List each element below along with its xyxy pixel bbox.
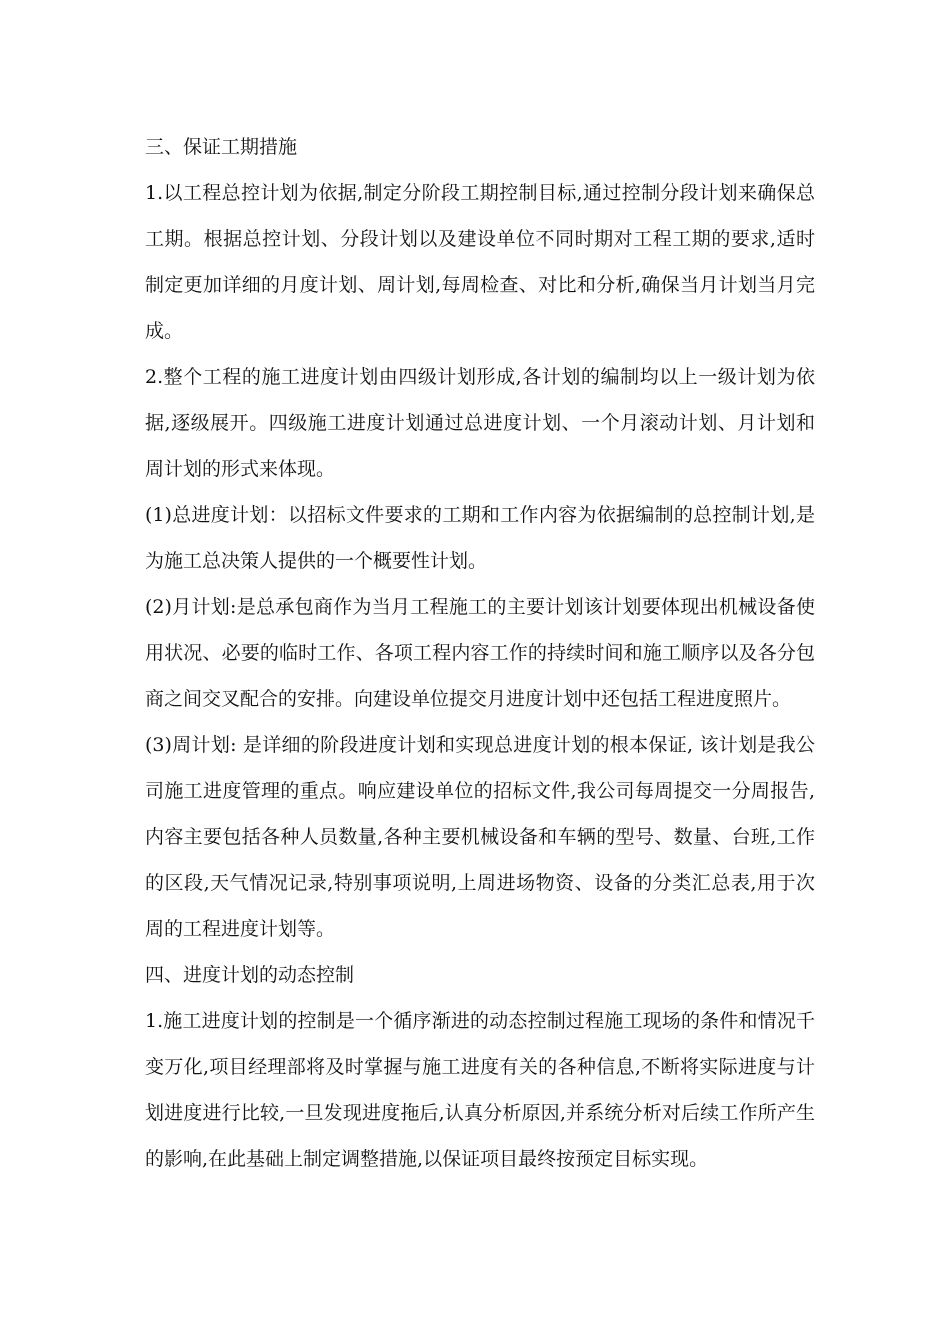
paragraph-weekly-plan: (3)周计划: 是详细的阶段进度计划和实现总进度计划的根本保证, 该计划是我公司施工进度管理的重点。响应建设单位的招标文件,我公司每周提交一分周报告,内容主要包括各种人员数量,各种主要机械设备和车辆的型号、数量、台班,工作的区段,天气情况记录,特别事项说明,上周进场物资、设备的分类汇总表,用于次周的工程进度计划等。	[145, 734, 815, 940]
paragraph-monthly-plan: (2)月计划:是总承包商作为当月工程施工的主要计划该计划要体现出机械设备使用状况、必要的临时工作、各项工程内容工作的持续时间和施工顺序以及各分包商之间交叉配合的安排。向建设单位提交月进度计划中还包括工程进度照片。	[145, 596, 815, 710]
document-body	[145, 124, 815, 1182]
paragraph-2: 2.整个工程的施工进度计划由四级计划形成,各计划的编制均以上一级计划为依据,逐级展开。四级施工进度计划通过总进度计划、一个月滚动计划、月计划和周计划的形式来体现。	[145, 366, 815, 480]
section-heading-3: 三、保证工期措施	[145, 136, 298, 158]
paragraph-master-schedule: (1)总进度计划：以招标文件要求的工期和工作内容为依据编制的总控制计划,是为施工总决策人提供的一个概要性计划。	[145, 504, 815, 572]
section-heading-4: 四、进度计划的动态控制	[145, 964, 355, 986]
paragraph-dynamic-control: 1.施工进度计划的控制是一个循序渐进的动态控制过程施工现场的条件和情况千变万化,项目经理部将及时掌握与施工进度有关的各种信息,不断将实际进度与计划进度进行比较,一旦发现进度拖后,认真分析原因,并系统分析对后续工作所产生的影响,在此基础上制定调整措施,以保证项目最终按预定目标实现。	[145, 1010, 815, 1170]
paragraph-1: 1.以工程总控计划为依据,制定分阶段工期控制目标,通过控制分段计划来确保总工期。根据总控计划、分段计划以及建设单位不同时期对工程工期的要求,适时制定更加详细的月度计划、周计划,每周检查、对比和分析,确保当月计划当月完成。	[145, 182, 815, 342]
